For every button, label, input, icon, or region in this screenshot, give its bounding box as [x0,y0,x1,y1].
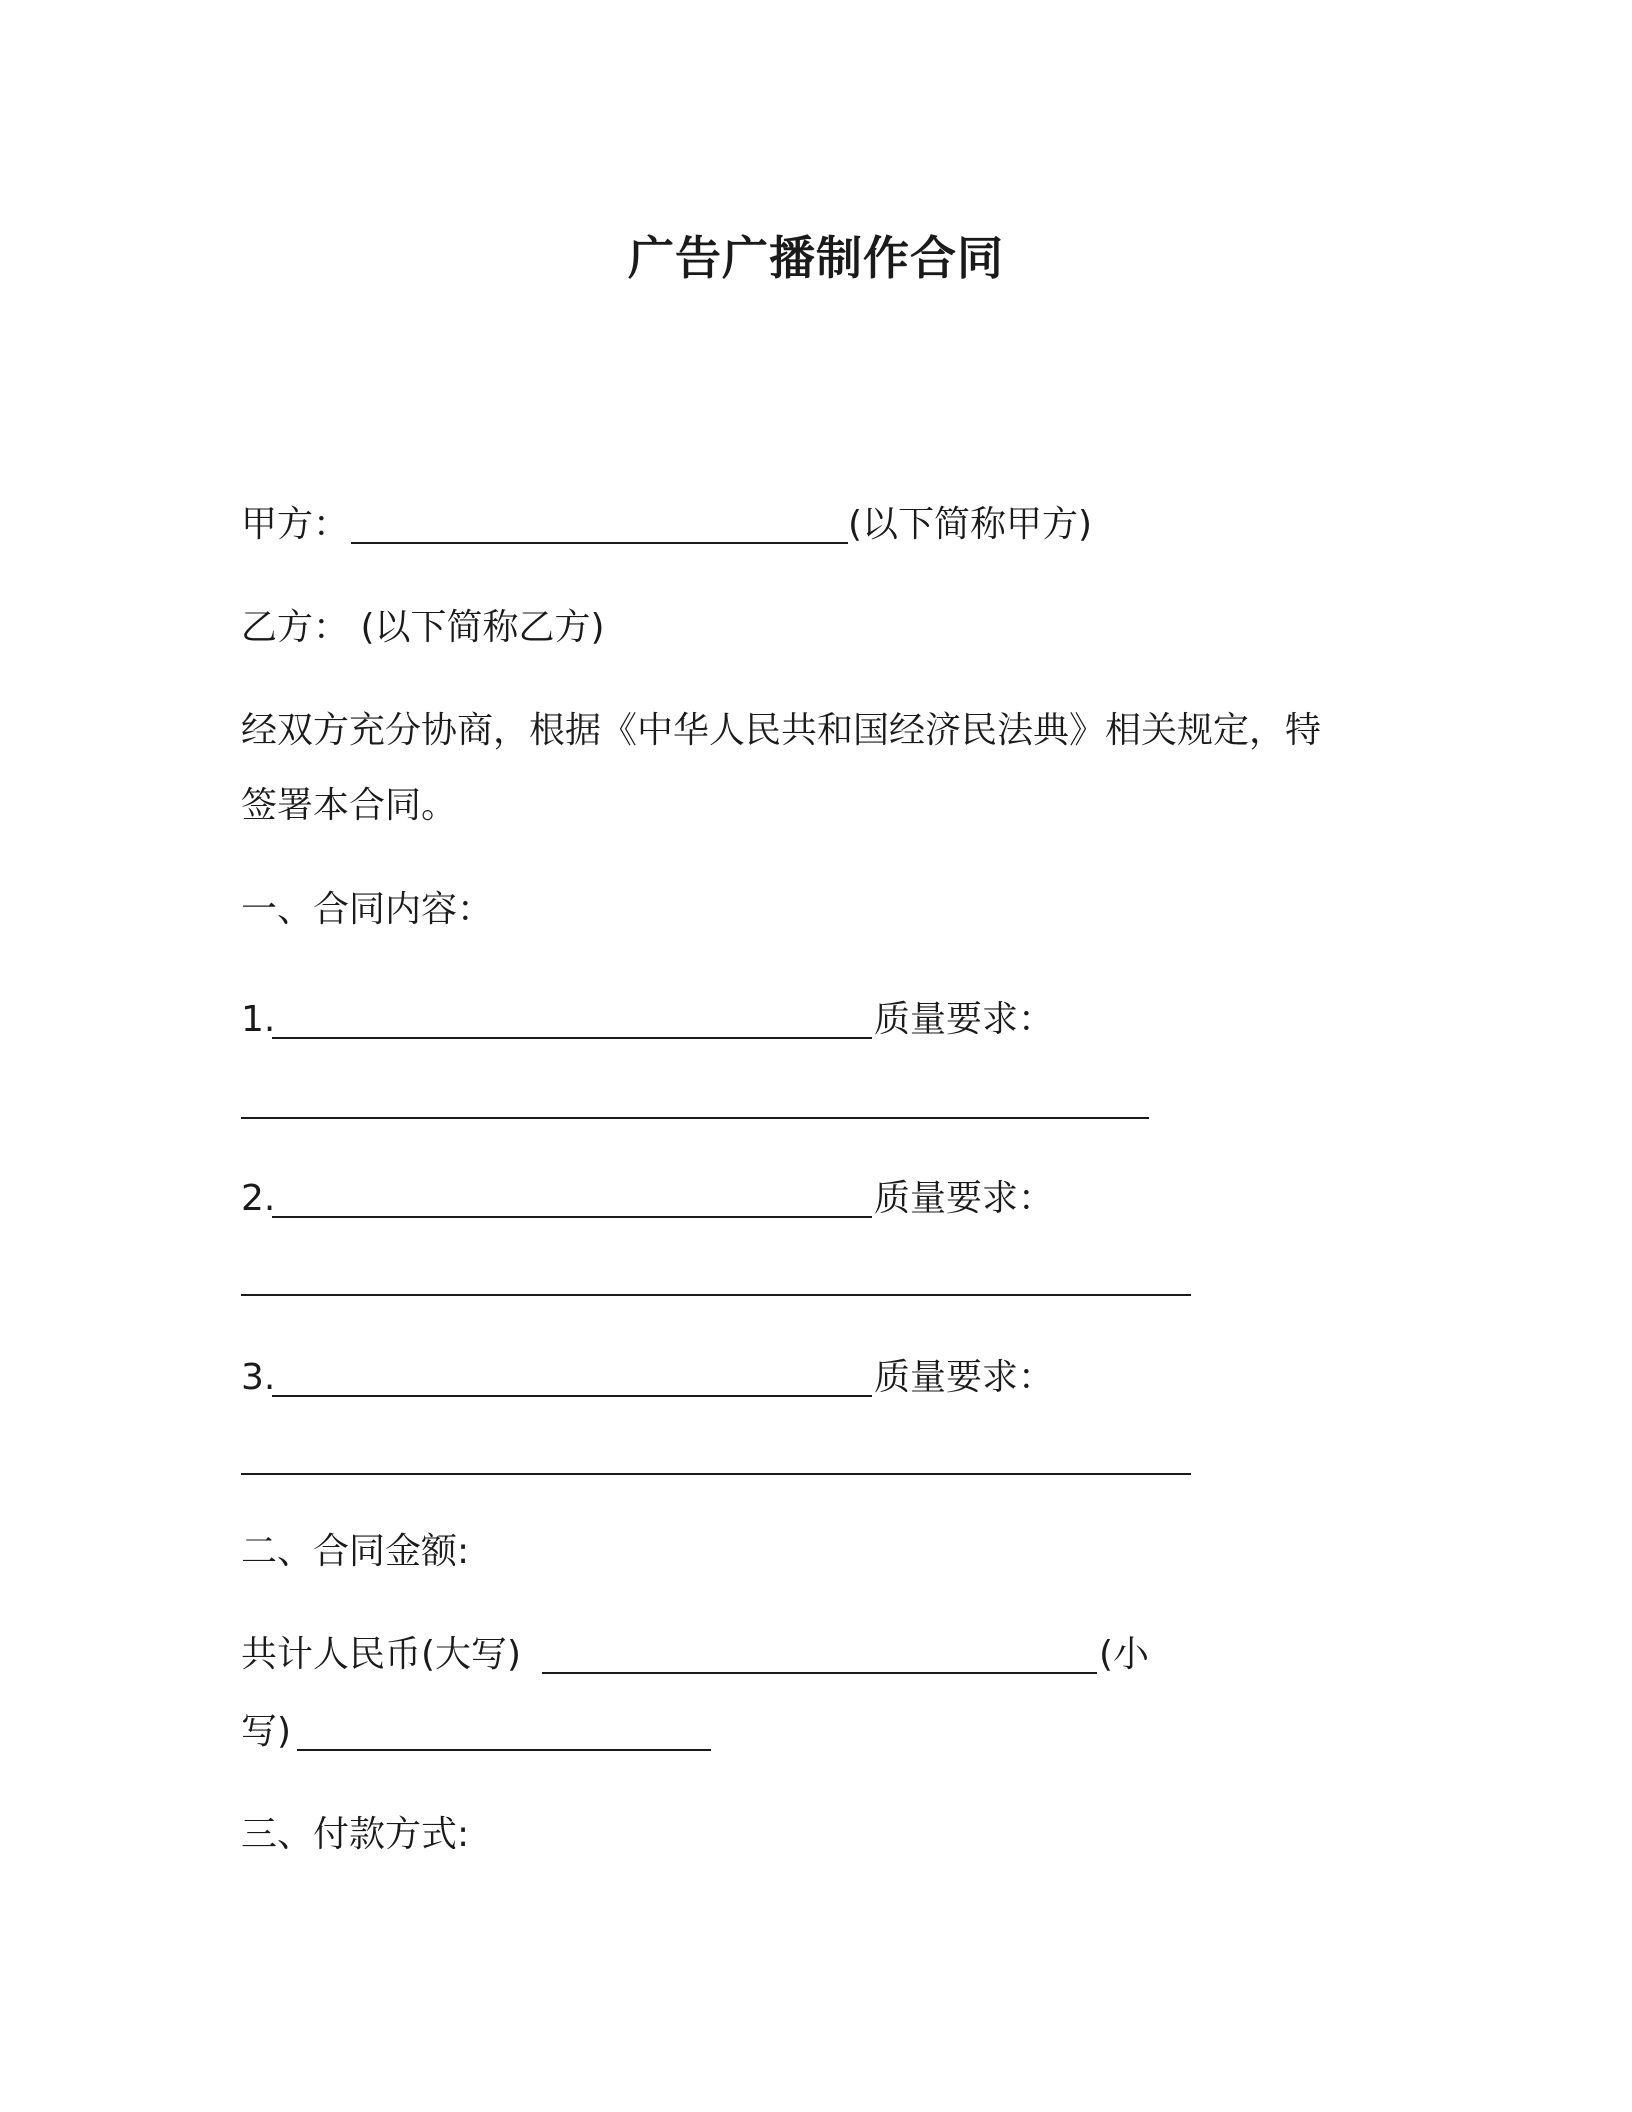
item-2-number: 2. [241,1178,276,1219]
document-title: 广告广播制作合同 [628,231,1004,285]
item-1-number: 1. [241,999,276,1040]
party-a-label: 甲方： [241,504,350,545]
section-2-heading: 二、合同金额: [241,1531,470,1572]
party-a-suffix: (以下简称甲方) [848,504,1093,545]
item-2-blank[interactable] [272,1216,872,1218]
item-2-quality-blank[interactable] [241,1294,1191,1296]
party-a-blank[interactable] [351,542,848,544]
item-1-quality-blank[interactable] [241,1117,1149,1119]
party-b-line: 乙方： (以下简称乙方) [241,607,605,648]
item-3-blank[interactable] [272,1395,872,1397]
amount-capital-blank[interactable] [542,1672,1097,1674]
amount-small-blank[interactable] [297,1749,711,1751]
amount-small-close: 写) [241,1711,292,1752]
item-3-quality-label: 质量要求： [874,1357,1055,1398]
item-1-blank[interactable] [272,1037,872,1039]
section-1-heading: 一、合同内容： [241,889,494,930]
item-3-quality-blank[interactable] [241,1473,1191,1475]
intro-line-1: 经双方充分协商，根据《中华人民共和国经济民法典》相关规定，特 [241,710,1322,751]
item-3-number: 3. [241,1357,276,1398]
amount-capital-label: 共计人民币(大写) [241,1634,522,1675]
intro-line-2: 签署本合同。 [241,785,458,826]
amount-small-open: (小 [1099,1634,1150,1675]
section-3-heading: 三、付款方式: [241,1814,470,1855]
item-2-quality-label: 质量要求： [874,1178,1055,1219]
item-1-quality-label: 质量要求： [874,999,1055,1040]
